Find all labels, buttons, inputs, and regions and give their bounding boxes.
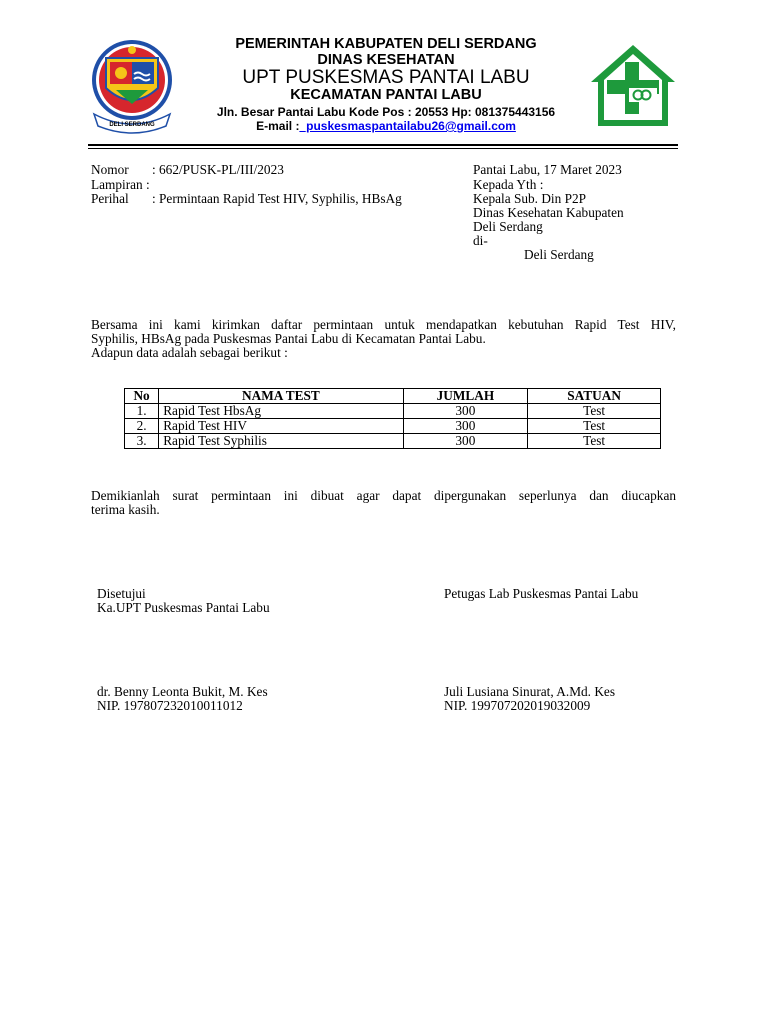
email-link[interactable]: _puskesmaspantailabu26@gmail.com: [299, 119, 516, 133]
table-row: [125, 404, 661, 419]
table-header-row: [125, 389, 661, 404]
perihal-label: Perihal: [91, 191, 129, 206]
cell-nama-test: Rapid Test HbsAg: [159, 404, 403, 419]
header-line-1: PEMERINTAH KABUPATEN DELI SERDANG: [235, 36, 537, 52]
col-header-satuan: SATUAN: [528, 389, 661, 404]
cell-nama-test: Rapid Test HIV: [159, 419, 403, 434]
header-address: Jln. Besar Pantai Labu Kode Pos : 20553 Hp: 081375443156: [216, 105, 556, 119]
table-row: [125, 434, 661, 449]
recipient-line-1: Kepada Yth :: [473, 177, 544, 192]
sign-right-name: Juli Lusiana Sinurat, A.Md. Kes: [444, 684, 616, 699]
body-line-1: Bersama ini kami kirimkan daftar permintaan untuk mendapatkan kebutuhan Rapid Test HIV,: [91, 317, 676, 332]
header-title: UPT PUSKESMAS PANTAI LABU: [242, 67, 530, 88]
closing-line-1: Demikianlah surat permintaan ini dibuat agar dapat dipergunakan seperlunya dan diucapkan: [91, 488, 676, 503]
recipient-line-6: Deli Serdang: [524, 247, 594, 262]
cell-nama-test: Rapid Test Syphilis: [159, 434, 403, 449]
letter-date: Pantai Labu, 17 Maret 2023: [473, 162, 622, 177]
header-line-4: KECAMATAN PANTAI LABU: [290, 87, 482, 103]
recipient-line-3: Dinas Kesehatan Kabupaten: [473, 205, 624, 220]
test-request-table: [124, 388, 661, 449]
sign-right-nip: NIP. 199707202019032009: [444, 698, 591, 713]
closing-line-2: terima kasih.: [91, 502, 160, 517]
nomor-value: : 662/PUSK-PL/III/2023: [152, 162, 284, 177]
body-line-3: Adapun data adalah sebagai berikut :: [91, 345, 288, 360]
header-line-2: DINAS KESEHATAN: [317, 52, 455, 68]
sign-left-title: Ka.UPT Puskesmas Pantai Labu: [97, 600, 270, 615]
cell-no: 1.: [125, 404, 159, 419]
sign-left-name: dr. Benny Leonta Bukit, M. Kes: [97, 684, 268, 699]
cell-jumlah: 300: [403, 419, 528, 434]
cell-no: 2.: [125, 419, 159, 434]
cell-jumlah: 300: [403, 404, 528, 419]
sign-right-title: Petugas Lab Puskesmas Pantai Labu: [444, 586, 639, 601]
body-line-2: Syphilis, HBsAg pada Puskesmas Pantai Labu di Kecamatan Pantai Labu.: [91, 331, 486, 346]
recipient-line-5: di-: [473, 233, 488, 248]
cell-no: 3.: [125, 434, 159, 449]
header-rule-thick: [88, 144, 678, 146]
lampiran-label: Lampiran :: [91, 177, 150, 192]
nomor-label: Nomor: [91, 162, 129, 177]
col-header-no: No: [125, 389, 159, 404]
recipient-line-2: Kepala Sub. Din P2P: [473, 191, 587, 206]
cell-jumlah: 300: [403, 434, 528, 449]
col-header-nama-test: NAMA TEST: [159, 389, 403, 404]
cell-satuan: Test: [528, 404, 661, 419]
sign-left-approved: Disetujui: [97, 586, 146, 601]
header-rule-thin: [88, 148, 678, 149]
email-label: E-mail :: [256, 119, 300, 133]
logo-text: DELI SERDANG: [109, 122, 155, 128]
perihal-value: : Permintaan Rapid Test HIV, Syphilis, HBsAg: [152, 191, 402, 206]
cell-satuan: Test: [528, 419, 661, 434]
col-header-jumlah: JUMLAH: [403, 389, 528, 404]
header-email-line: [170, 119, 602, 133]
recipient-line-4: Deli Serdang: [473, 219, 543, 234]
deli-serdang-logo: [86, 36, 178, 136]
sign-left-nip: NIP. 197807232010011012: [97, 698, 243, 713]
table-row: [125, 419, 661, 434]
cell-satuan: Test: [528, 434, 661, 449]
